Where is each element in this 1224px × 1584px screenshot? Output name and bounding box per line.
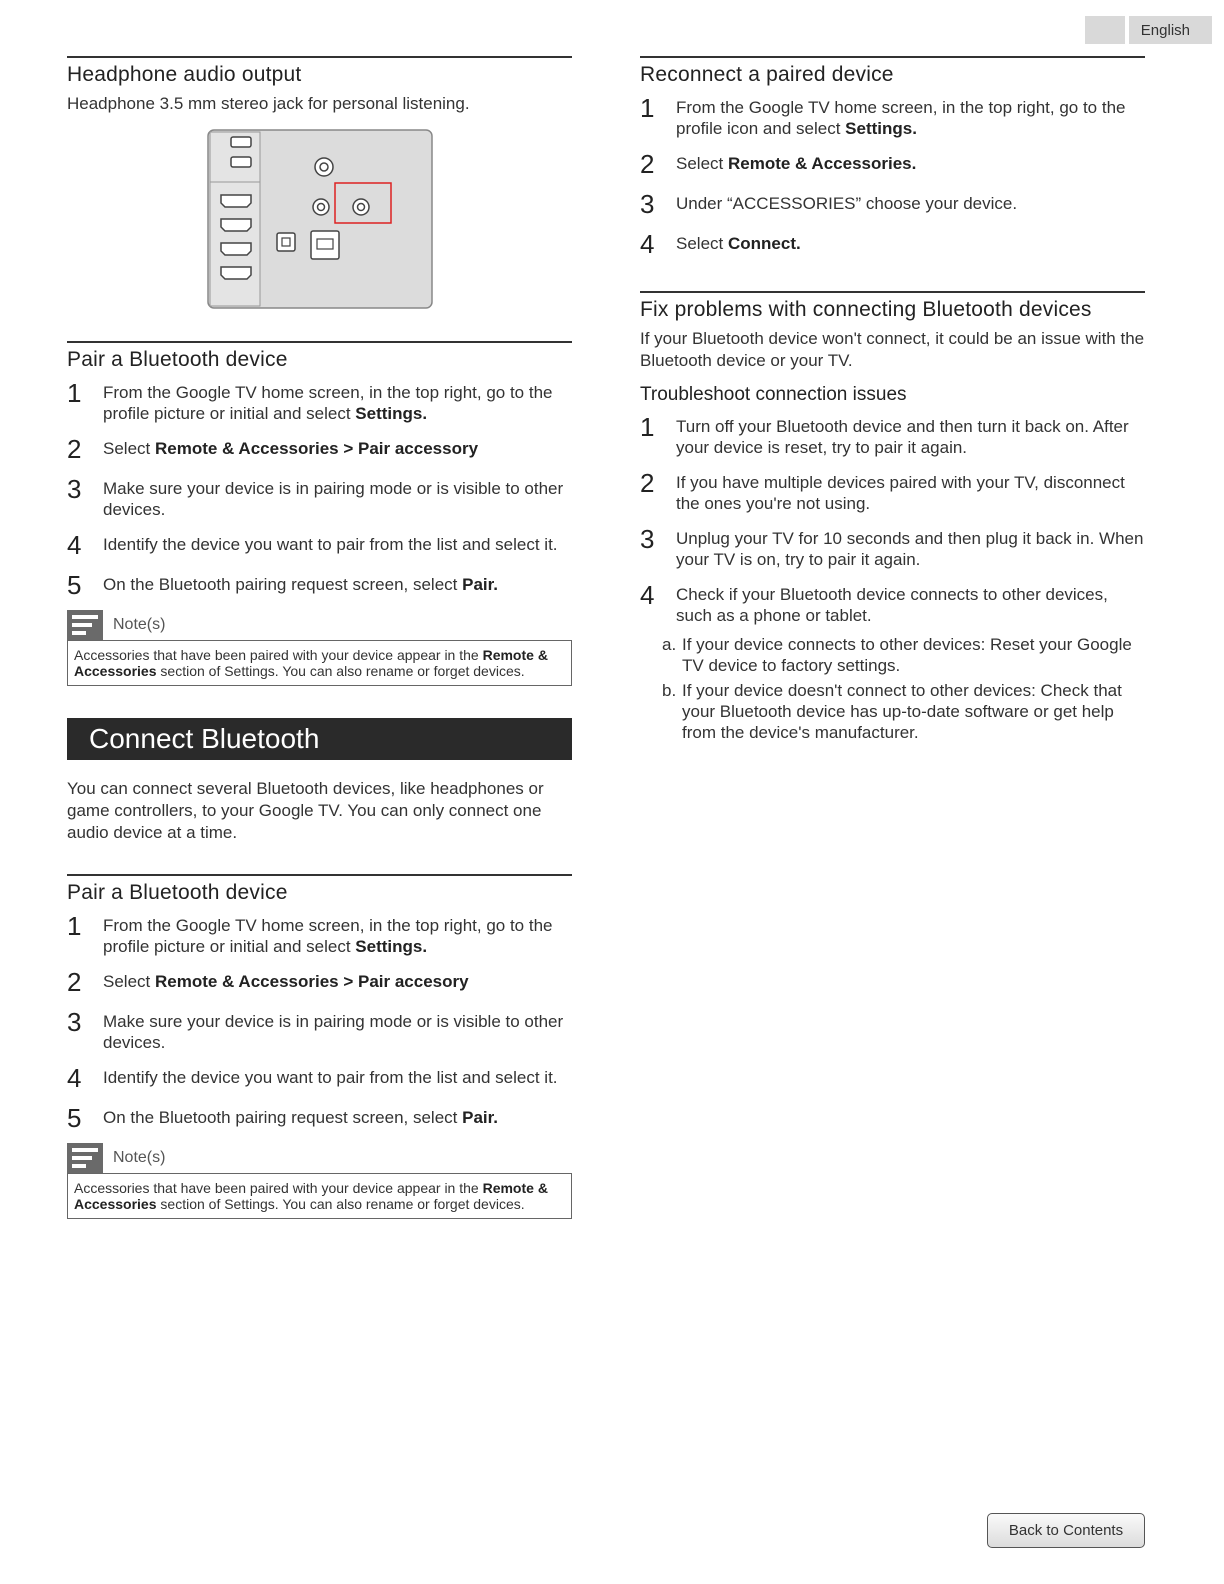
- substep-item: [662, 680, 1145, 743]
- step-item: [640, 229, 1145, 259]
- step-number: 5: [67, 570, 82, 600]
- step-text: On the Bluetooth pairing request screen, select Pair.: [103, 575, 499, 594]
- step-text: On the Bluetooth pairing request screen, select Pair.: [103, 1108, 499, 1127]
- language-tab-blank: [1085, 16, 1125, 44]
- pair-section-1: [67, 341, 572, 686]
- step-item: [67, 1063, 572, 1093]
- step-text: From the Google TV home screen, in the top right, go to the profile picture or initial and select Settings.: [103, 916, 553, 956]
- step-number: 1: [640, 93, 655, 123]
- note-label: Note(s): [113, 1149, 166, 1166]
- step-number: 2: [67, 967, 82, 997]
- substep-text: If your device connects to other devices: Reset your Google TV device to factory settings.: [682, 635, 1132, 675]
- pair-steps-2: [67, 911, 572, 1133]
- tv-rear-panel-diagram: [207, 129, 433, 309]
- connect-intro-text: You can connect several Bluetooth devices, like headphones or game controllers, to your Google TV. You can only connect one audio device at a time.: [67, 779, 544, 842]
- pair-title-2: Pair a Bluetooth device: [67, 881, 288, 904]
- step-number: 1: [67, 378, 82, 408]
- substep-marker: a.: [662, 635, 677, 654]
- step-item: [640, 149, 1145, 179]
- note-text: Accessories that have been paired with your device appear in the Remote & Accessories section of Settings. You can also rename or forget devices.: [67, 1173, 572, 1219]
- step-text: Identify the device you want to pair from the list and select it.: [103, 535, 558, 554]
- step-text: If you have multiple devices paired with your TV, disconnect the ones you're not using.: [676, 473, 1125, 513]
- troubleshoot-subtitle: Troubleshoot connection issues: [640, 384, 907, 405]
- fix-section: [640, 291, 1145, 743]
- headphone-text: Headphone 3.5 mm stereo jack for personal listening.: [67, 94, 470, 113]
- note-block-2: [67, 1143, 572, 1219]
- troubleshoot-substeps: [662, 634, 1145, 743]
- headphone-section: [67, 56, 572, 309]
- step-text: From the Google TV home screen, in the top right, go to the profile picture or initial and select Settings.: [103, 383, 553, 423]
- audio-port-icon: [313, 199, 329, 215]
- language-tab-english[interactable]: English: [1129, 16, 1212, 44]
- step-text: Identify the device you want to pair from the list and select it.: [103, 1068, 558, 1087]
- step-text: Select Remote & Accessories > Pair accesory: [103, 972, 469, 991]
- step-number: 2: [640, 149, 655, 179]
- step-text: Select Connect.: [676, 234, 801, 253]
- step-item: [67, 967, 572, 997]
- note-text: Accessories that have been paired with your device appear in the Remote & Accessories section of Settings. You can also rename or forget devices.: [67, 640, 572, 686]
- step-item: [67, 911, 572, 957]
- back-to-contents-button[interactable]: Back to Contents: [987, 1513, 1145, 1548]
- step-text: Select Remote & Accessories > Pair accessory: [103, 439, 479, 458]
- step-item: [67, 1007, 572, 1053]
- substep-text: If your device doesn't connect to other devices: Check that your Bluetooth device has up-to-date software or get help from the device's manufacturer.: [682, 681, 1122, 742]
- step-item: [67, 434, 572, 464]
- step-text: Unplug your TV for 10 seconds and then plug it back in. When your TV is on, try to pair it again.: [676, 529, 1144, 569]
- step-item: [67, 570, 572, 600]
- step-number: 2: [640, 468, 655, 498]
- substep-marker: b.: [662, 681, 677, 700]
- pair-section-2: [67, 874, 572, 1219]
- step-item: [67, 378, 572, 424]
- left-column: [67, 56, 572, 1251]
- step-text: From the Google TV home screen, in the top right, go to the profile icon and select Settings.: [676, 98, 1126, 138]
- step-text: Select Remote & Accessories.: [676, 154, 917, 173]
- step-item: [640, 524, 1145, 570]
- step-item: [640, 580, 1145, 626]
- step-number: 3: [67, 1007, 82, 1037]
- connect-bluetooth-banner: Connect Bluetooth: [67, 718, 572, 760]
- lan-port-icon: [311, 231, 339, 259]
- step-item: [640, 189, 1145, 219]
- note-icon: [67, 1143, 103, 1173]
- note-label: Note(s): [113, 616, 166, 633]
- step-item: [640, 93, 1145, 139]
- antenna-port-icon: [315, 158, 333, 176]
- step-item: [67, 474, 572, 520]
- headphone-jack-icon: [353, 199, 369, 215]
- step-number: 2: [67, 434, 82, 464]
- step-item: [67, 1103, 572, 1133]
- step-number: 5: [67, 1103, 82, 1133]
- reconnect-section: [640, 56, 1145, 259]
- step-number: 4: [640, 580, 655, 610]
- right-column: [640, 56, 1145, 775]
- reconnect-title: Reconnect a paired device: [640, 63, 894, 86]
- headphone-title: Headphone audio output: [67, 63, 302, 86]
- fix-title: Fix problems with connecting Bluetooth devices: [640, 298, 1092, 321]
- step-text: Turn off your Bluetooth device and then turn it back on. After your device is reset, try to pair it again.: [676, 417, 1129, 457]
- step-text: Check if your Bluetooth device connects to other devices, such as a phone or tablet.: [676, 585, 1108, 625]
- substep-item: [662, 634, 1145, 676]
- fix-intro-text: If your Bluetooth device won't connect, it could be an issue with the Bluetooth device or your TV.: [640, 329, 1145, 370]
- step-number: 3: [67, 474, 82, 504]
- note-icon: [67, 610, 103, 640]
- step-number: 1: [640, 412, 655, 442]
- step-item: [640, 412, 1145, 458]
- step-number: 3: [640, 189, 655, 219]
- troubleshoot-steps: [640, 412, 1145, 626]
- step-number: 3: [640, 524, 655, 554]
- step-number: 4: [640, 229, 655, 259]
- step-item: [67, 530, 572, 560]
- step-number: 4: [67, 1063, 82, 1093]
- optical-port-icon: [277, 233, 295, 251]
- step-text: Make sure your device is in pairing mode or is visible to other devices.: [103, 1012, 564, 1052]
- step-number: 4: [67, 530, 82, 560]
- language-tabs: [1085, 16, 1212, 44]
- step-text: Under “ACCESSORIES” choose your device.: [676, 194, 1018, 213]
- step-number: 1: [67, 911, 82, 941]
- pair-title-1: Pair a Bluetooth device: [67, 348, 288, 371]
- step-item: [640, 468, 1145, 514]
- pair-steps-1: [67, 378, 572, 600]
- step-text: Make sure your device is in pairing mode or is visible to other devices.: [103, 479, 564, 519]
- reconnect-steps: [640, 93, 1145, 259]
- note-block-1: [67, 610, 572, 686]
